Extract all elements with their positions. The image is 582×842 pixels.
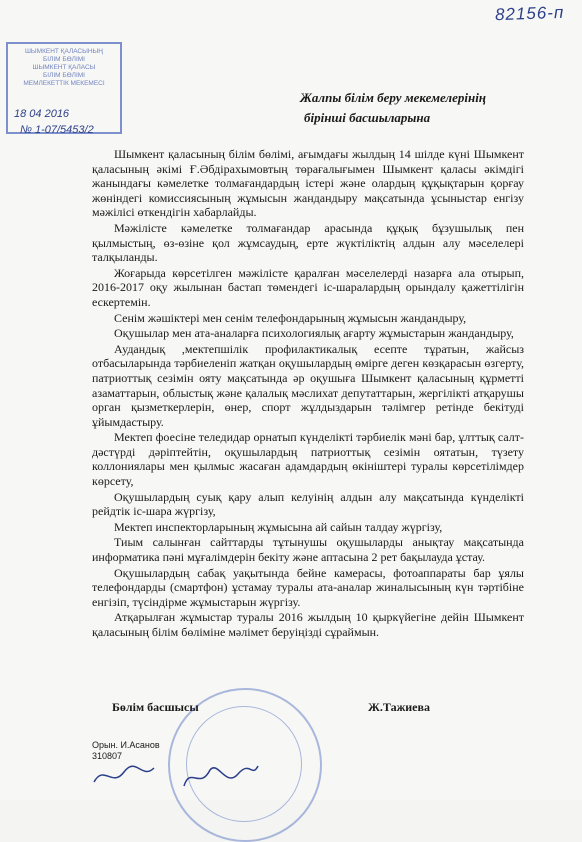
- stamp-line: ШЫМКЕНТ ҚАЛАСЫ: [32, 64, 96, 71]
- handwritten-signature: [180, 760, 260, 794]
- incoming-stamp: [6, 42, 122, 134]
- registration-number: 82156-п: [494, 2, 565, 25]
- stamp-line: МЕМЛЕКЕТТІК МЕКЕМЕСІ: [23, 80, 105, 87]
- stamp-line: БІЛІМ БӨЛІМІ: [43, 72, 85, 79]
- stamp-date: 18 04 2016: [14, 108, 70, 120]
- paragraph: Мәжілісте кәмелетке толмағандар арасында құқық бұзушылық пен қылмыстың, өз-өзіне қол жұмсаудың, ерте жүктіліктің алдын алу мәселелері талқыланды.: [92, 220, 524, 265]
- stamp-number: № 1-07/5453/2: [20, 124, 94, 136]
- handwritten-signature: [90, 760, 160, 790]
- paragraph: Мектеп инспекторларының жұмысына ай сайын талдау жүргізу,: [114, 519, 443, 534]
- paragraph: Оқушылардың суық қару алып келуінің алдын алу мақсатында күнделікті рейдтік іс-шара жүргізу,: [92, 489, 524, 519]
- paragraph: Сенім жәшіктері мен сенім телефондарының жұмысын жандандыру,: [114, 310, 467, 325]
- paragraph: Мектеп фоесіне теледидар орнатып күнделікті тәрбиелік мәні бар, ұлттық салт-дәстүрді дәріптейтін, оқушылардың патриоттық сезімін оятатын, түзету коллониялары мен қылмыс жасаған адамдардың өкініштері туралы көрсетілімдер көрсету,: [92, 430, 524, 489]
- addressee: [300, 88, 560, 128]
- paragraph: Жоғарыда көрсетілген мәжілісте қаралған мәселелерді назарға ала отырып, 2016-2017 оқу жылынан бастап төмендегі іс-шаралардың орындалу қажеттілігін ескертемін.: [92, 265, 524, 309]
- signer-title: Бөлім басшысы: [112, 700, 199, 714]
- stamp-line: ШЫМКЕНТ ҚАЛАСЫНЫҢ: [24, 48, 104, 55]
- addressee-line: Жалпы білім беру мекемелерінің: [300, 90, 487, 105]
- addressee-line: бірінші басшыларына: [304, 110, 431, 125]
- executor-phone: 310807: [92, 751, 123, 761]
- letter-body: [92, 147, 524, 641]
- executor-info: [92, 740, 160, 762]
- stamp-line: БІЛІМ БӨЛІМІ: [43, 56, 85, 63]
- paragraph: Оқушылардың сабақ уақытында бейне камерасы, фотоаппараты бар ұялы телефондарды (смартфон) ұстамау туралы ата-аналар жиналысының күн тәртібіне енгізіп, түсіндірме жұмыстарын жүргізу.: [92, 565, 524, 609]
- signer-name: Ж.Тажиева: [368, 700, 430, 714]
- paragraph: Тиым салынған сайттарды тұтынушы оқушыларды анықтау мақсатында информатика пәні мұғалімдерін бекіту және аптасына 2 рет бақылауда ұстау.: [92, 535, 524, 565]
- paragraph: Аудандық ,мектепшілік профилактикалық есепте тұратын, жайсыз отбасыларында тәрбиеленіп жатқан оқушылардың өмірге деген көзқарасын өзгерту, патриоттық сезімін ояту мақсатында әр оқушыға Шымкент қаласының құрметті азаматтарын, облыстық және қалалық мәслихат депутаттарын, жергілікті атқарушы орган қызметкерлерін, өнер, спорт жұлдыздарын тәлімгер ретінде бекітуді ұйымдастыру.: [92, 341, 524, 429]
- paragraph: Оқушылар мен ата-аналарға психологиялық ағарту жұмыстарын жандандыру,: [114, 326, 514, 341]
- paragraph: Шымкент қаласының білім бөлімі, ағымдағы жылдың 14 шілде күні Шымкент қаласының әкімі Ғ.Әбдірахымовтың төрағалығымен Шымкент қаласы әкімдігі жанындағы кәмелетке толмағандардың істері және олардың құқықтарын қорғау жөніндегі комиссиясының жұмысын жандандыру мақсатында ұсыныстар енгізу мәжілісі өткендігін хабарлайды.: [92, 147, 524, 220]
- paragraph: Атқарылған жұмыстар туралы 2016 жылдың 10 қыркүйегіне дейін Шымкент қаласының білім бөліміне мәлімет беруіңізді сұраймын.: [92, 610, 524, 639]
- executor-name: Орын. И.Асанов: [92, 740, 160, 750]
